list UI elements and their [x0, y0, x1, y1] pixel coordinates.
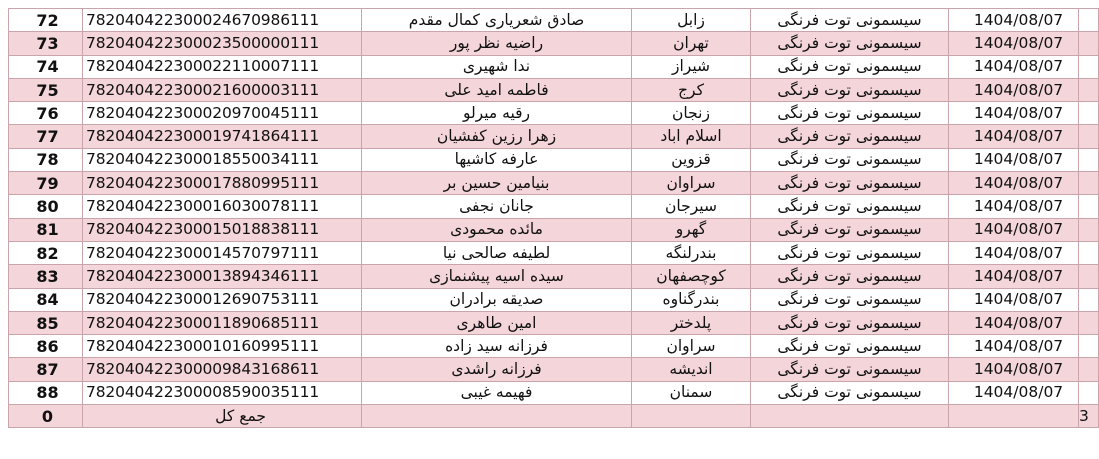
city-cell[interactable]: گهرو: [632, 218, 751, 241]
total-row: [9, 405, 1099, 428]
empty-cell[interactable]: [1079, 241, 1099, 264]
empty-cell[interactable]: [1079, 102, 1099, 125]
city-cell[interactable]: سمنان: [632, 381, 751, 404]
product-cell[interactable]: سیسمونی توت فرنگی: [751, 288, 949, 311]
row-number-cell[interactable]: 88: [9, 381, 83, 404]
date-cell[interactable]: 1404/08/07: [949, 102, 1079, 125]
table-row: [9, 55, 1099, 78]
customer-name-cell[interactable]: زهرا رزین کفشیان: [362, 125, 632, 148]
row-number-cell[interactable]: 75: [9, 78, 83, 101]
tracking-code-cell[interactable]: 782040422300017880995111: [83, 172, 362, 195]
tracking-code-cell[interactable]: 782040422300021600003111: [83, 78, 362, 101]
city-cell[interactable]: سراوان: [632, 335, 751, 358]
date-cell[interactable]: 1404/08/07: [949, 78, 1079, 101]
row-number-cell[interactable]: 85: [9, 311, 83, 334]
table-row: [9, 358, 1099, 381]
date-cell[interactable]: 1404/08/07: [949, 195, 1079, 218]
row-number-cell[interactable]: 87: [9, 358, 83, 381]
empty-cell[interactable]: [1079, 265, 1099, 288]
table-row: [9, 78, 1099, 101]
empty-cell[interactable]: [1079, 55, 1099, 78]
product-cell[interactable]: سیسمونی توت فرنگی: [751, 335, 949, 358]
empty-cell[interactable]: [1079, 218, 1099, 241]
product-cell[interactable]: سیسمونی توت فرنگی: [751, 125, 949, 148]
date-cell[interactable]: 1404/08/07: [949, 55, 1079, 78]
product-cell[interactable]: سیسمونی توت فرنگی: [751, 265, 949, 288]
table-row: [9, 148, 1099, 171]
city-cell[interactable]: تهران: [632, 32, 751, 55]
product-cell[interactable]: سیسمونی توت فرنگی: [751, 381, 949, 404]
city-cell[interactable]: زابل: [632, 9, 751, 32]
city-cell[interactable]: سیرجان: [632, 195, 751, 218]
row-number-cell[interactable]: 72: [9, 9, 83, 32]
city-cell[interactable]: بندرلنگه: [632, 241, 751, 264]
empty-cell[interactable]: [1079, 32, 1099, 55]
date-cell[interactable]: 1404/08/07: [949, 311, 1079, 334]
product-cell[interactable]: سیسمونی توت فرنگی: [751, 241, 949, 264]
customer-name-cell[interactable]: رقیه میرلو: [362, 102, 632, 125]
customer-name-cell[interactable]: بنیامین حسین بر: [362, 172, 632, 195]
empty-cell[interactable]: [1079, 358, 1099, 381]
date-cell[interactable]: 1404/08/07: [949, 172, 1079, 195]
city-cell[interactable]: قزوین: [632, 148, 751, 171]
product-cell[interactable]: سیسمونی توت فرنگی: [751, 55, 949, 78]
empty-cell[interactable]: [1079, 195, 1099, 218]
empty-cell[interactable]: [1079, 9, 1099, 32]
product-cell[interactable]: سیسمونی توت فرنگی: [751, 102, 949, 125]
table-row: [9, 125, 1099, 148]
tracking-code-cell[interactable]: 782040422300012690753111: [83, 288, 362, 311]
row-number-cell[interactable]: 73: [9, 32, 83, 55]
empty-cell[interactable]: [1079, 288, 1099, 311]
date-cell[interactable]: 1404/08/07: [949, 125, 1079, 148]
empty-cell[interactable]: [1079, 381, 1099, 404]
table-row: [9, 102, 1099, 125]
total-value[interactable]: 0: [9, 405, 83, 428]
customer-name-cell[interactable]: فرزانه راشدی: [362, 358, 632, 381]
row-number-cell[interactable]: 79: [9, 172, 83, 195]
date-cell[interactable]: 1404/08/07: [949, 218, 1079, 241]
table-row: [9, 9, 1099, 32]
date-cell[interactable]: 1404/08/07: [949, 9, 1079, 32]
customer-name-cell[interactable]: فهیمه غیبی: [362, 381, 632, 404]
customer-name-cell[interactable]: امین طاهری: [362, 311, 632, 334]
row-number-cell[interactable]: 82: [9, 241, 83, 264]
tracking-code-cell[interactable]: 782040422300024670986111: [83, 9, 362, 32]
tracking-code-cell[interactable]: 782040422300019741864111: [83, 125, 362, 148]
customer-name-cell[interactable]: مائده محمودی: [362, 218, 632, 241]
empty-cell[interactable]: [1079, 125, 1099, 148]
row-number-cell[interactable]: 78: [9, 148, 83, 171]
customer-name-cell[interactable]: صدیقه برادران: [362, 288, 632, 311]
row-number-cell[interactable]: 81: [9, 218, 83, 241]
customer-name-cell[interactable]: سیده اسیه پیشنمازی: [362, 265, 632, 288]
row-number-cell[interactable]: 83: [9, 265, 83, 288]
date-cell[interactable]: 1404/08/07: [949, 32, 1079, 55]
customer-name-cell[interactable]: صادق شعرياری کمال مقدم: [362, 9, 632, 32]
product-cell[interactable]: سیسمونی توت فرنگی: [751, 195, 949, 218]
table-row: [9, 335, 1099, 358]
orders-table-body: [9, 9, 1099, 428]
customer-name-cell[interactable]: جانان نجفی: [362, 195, 632, 218]
city-cell[interactable]: سراوان: [632, 172, 751, 195]
date-cell[interactable]: 1404/08/07: [949, 358, 1079, 381]
orders-table: [8, 8, 1099, 428]
tracking-code-cell[interactable]: 782040422300022110007111: [83, 55, 362, 78]
city-cell[interactable]: بندرگناوه: [632, 288, 751, 311]
table-row: [9, 241, 1099, 264]
tracking-code-cell[interactable]: 782040422300016030078111: [83, 195, 362, 218]
empty-cell[interactable]: [1079, 78, 1099, 101]
tracking-code-cell[interactable]: 782040422300008590035111: [83, 381, 362, 404]
table-row: [9, 218, 1099, 241]
customer-name-cell[interactable]: ندا شهیری: [362, 55, 632, 78]
product-cell[interactable]: سیسمونی توت فرنگی: [751, 78, 949, 101]
table-row: [9, 381, 1099, 404]
customer-name-cell[interactable]: فرزانه سید زاده: [362, 335, 632, 358]
table-row: [9, 265, 1099, 288]
table-row: [9, 172, 1099, 195]
row-number-cell[interactable]: 74: [9, 55, 83, 78]
row-number-cell[interactable]: 77: [9, 125, 83, 148]
tracking-code-cell[interactable]: 782040422300011890685111: [83, 311, 362, 334]
tracking-code-cell[interactable]: 782040422300014570797111: [83, 241, 362, 264]
product-cell[interactable]: سیسمونی توت فرنگی: [751, 148, 949, 171]
total-empty-cell[interactable]: [632, 405, 751, 428]
city-cell[interactable]: کوچصفهان: [632, 265, 751, 288]
row-number-cell[interactable]: 86: [9, 335, 83, 358]
product-cell[interactable]: سیسمونی توت فرنگی: [751, 172, 949, 195]
tracking-code-cell[interactable]: 782040422300009843168611: [83, 358, 362, 381]
empty-cell[interactable]: [1079, 335, 1099, 358]
total-edge-value[interactable]: 3: [1079, 405, 1099, 428]
table-row: [9, 195, 1099, 218]
customer-name-cell[interactable]: لطیفه صالحی نیا: [362, 241, 632, 264]
date-cell[interactable]: 1404/08/07: [949, 288, 1079, 311]
empty-cell[interactable]: [1079, 172, 1099, 195]
tracking-code-cell[interactable]: 782040422300013894346111: [83, 265, 362, 288]
empty-cell[interactable]: [1079, 311, 1099, 334]
row-number-cell[interactable]: 80: [9, 195, 83, 218]
total-label[interactable]: جمع کل: [83, 405, 362, 428]
product-cell[interactable]: سیسمونی توت فرنگی: [751, 9, 949, 32]
customer-name-cell[interactable]: راضیه نظر پور: [362, 32, 632, 55]
customer-name-cell[interactable]: عارفه کاشیها: [362, 148, 632, 171]
product-cell[interactable]: سیسمونی توت فرنگی: [751, 32, 949, 55]
city-cell[interactable]: زنجان: [632, 102, 751, 125]
city-cell[interactable]: کرج: [632, 78, 751, 101]
tracking-code-cell[interactable]: 782040422300010160995111: [83, 335, 362, 358]
date-cell[interactable]: 1404/08/07: [949, 335, 1079, 358]
total-empty-cell[interactable]: [949, 405, 1079, 428]
table-row: [9, 32, 1099, 55]
date-cell[interactable]: 1404/08/07: [949, 241, 1079, 264]
product-cell[interactable]: سیسمونی توت فرنگی: [751, 218, 949, 241]
city-cell[interactable]: پلدختر: [632, 311, 751, 334]
empty-cell[interactable]: [1079, 148, 1099, 171]
tracking-code-cell[interactable]: 782040422300023500000111: [83, 32, 362, 55]
product-cell[interactable]: سیسمونی توت فرنگی: [751, 358, 949, 381]
date-cell[interactable]: 1404/08/07: [949, 381, 1079, 404]
customer-name-cell[interactable]: فاطمه امید علی: [362, 78, 632, 101]
table-row: [9, 311, 1099, 334]
table-row: [9, 288, 1099, 311]
total-empty-cell[interactable]: [751, 405, 949, 428]
city-cell[interactable]: شیراز: [632, 55, 751, 78]
city-cell[interactable]: اندیشه: [632, 358, 751, 381]
row-number-cell[interactable]: 84: [9, 288, 83, 311]
product-cell[interactable]: سیسمونی توت فرنگی: [751, 311, 949, 334]
tracking-code-cell[interactable]: 782040422300020970045111: [83, 102, 362, 125]
date-cell[interactable]: 1404/08/07: [949, 265, 1079, 288]
row-number-cell[interactable]: 76: [9, 102, 83, 125]
total-empty-cell[interactable]: [362, 405, 632, 428]
date-cell[interactable]: 1404/08/07: [949, 148, 1079, 171]
tracking-code-cell[interactable]: 782040422300018550034111: [83, 148, 362, 171]
city-cell[interactable]: اسلام اباد: [632, 125, 751, 148]
tracking-code-cell[interactable]: 782040422300015018838111: [83, 218, 362, 241]
